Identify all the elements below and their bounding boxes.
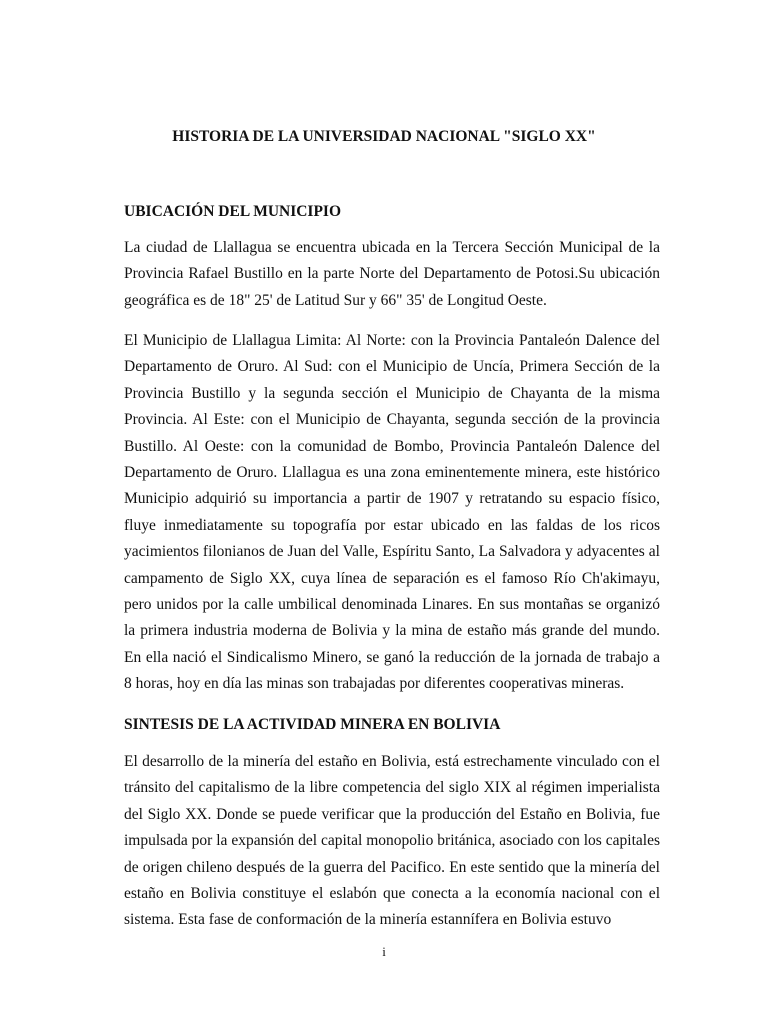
section-heading-ubicacion: UBICACIÓN DEL MUNICIPIO: [124, 203, 342, 220]
document-title: HISTORIA DE LA UNIVERSIDAD NACIONAL "SIGLO XX": [172, 128, 596, 145]
paragraph-limites: El Municipio de Llallagua Limita: Al Norte: con la Provincia Pantaleón Dalence del Departamento de Oruro. Al Sud: con el Municipio de Uncía, Primera Sección de la Provincia Bustillo y la segunda sección el Municipio de Chayanta de la misma Provincia. Al Este: con el Municipio de Chayanta, segunda sección de la provincia Bustillo. Al Oeste: con la comunidad de Bombo, Provincia Pantaleón Dalence del Departamento de Oruro. Llallagua es una zona eminentemente minera, este histórico Municipio adquirió su importancia a partir de 1907 y retratando su espacio físico, fluye inmediatamente su topografía por estar ubicado en las faldas de los ricos yacimientos filonianos de Juan del Valle, Espíritu Santo, La Salvadora y adyacentes al campamento de Siglo XX, cuya línea de separación es el famoso Río Ch'akimayu, pero unidos por la calle umbilical denominada Linares. En sus montañas se organizó la primera industria moderna de Bolivia y la mina de estaño más grande del mundo. En ella nació el Sindicalismo Minero, se ganó la reducción de la jornada de trabajo a 8 horas, hoy en día las minas son trabajadas por diferentes cooperativas mineras.: [124, 332, 660, 693]
page-number: i: [382, 944, 386, 959]
paragraph-ubicacion: La ciudad de Llallagua se encuentra ubicada en la Tercera Sección Municipal de la Provincia Rafael Bustillo en la parte Norte del Departamento de Potosi.Su ubicación geográfica es de 18" 25' de Latitud Sur y 66" 35' de Longitud Oeste.: [124, 239, 660, 309]
section-heading-sintesis: SINTESIS DE LA ACTIVIDAD MINERA EN BOLIVIA: [124, 716, 501, 733]
paragraph-sintesis: El desarrollo de la minería del estaño en Bolivia, está estrechamente vinculado con el tránsito del capitalismo de la libre competencia del siglo XIX al régimen imperialista del Siglo XX. Donde se puede verificar que la producción del Estaño en Bolivia, fue impulsada por la expansión del capital monopolio británica, asociado con los capitales de origen chileno después de la guerra del Pacifico. En este sentido que la minería del estaño en Bolivia constituye el eslabón que conecta a la economía nacional con el sistema. Esta fase de conformación de la minería estannífera en Bolivia estuvo: [124, 753, 660, 929]
